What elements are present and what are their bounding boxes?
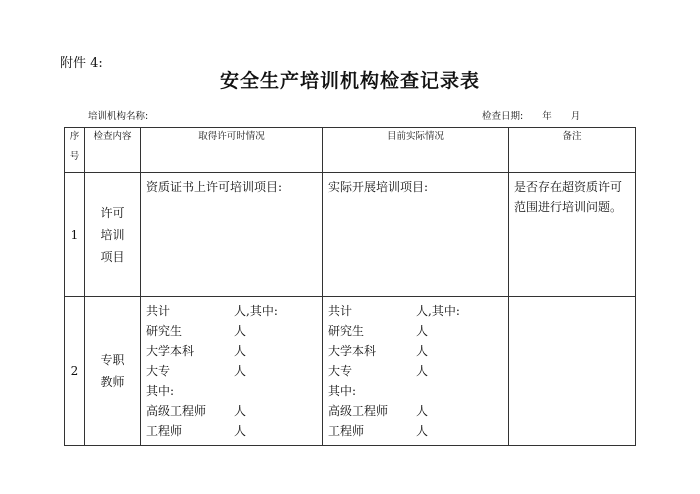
row1-number: 1: [65, 173, 85, 297]
row2-remark: [509, 297, 636, 446]
line-label: 大专: [146, 364, 171, 378]
table-row: [65, 297, 636, 446]
row1-remark: 是否存在超资质许可范围进行培训问题。: [509, 173, 636, 297]
list-item: [146, 341, 317, 361]
header-remark: 备注: [509, 128, 636, 173]
row1-current: 实际开展培训项目:: [323, 173, 509, 297]
row1-content: [85, 173, 141, 297]
line-label: 研究生: [146, 324, 183, 338]
line-value: 人: [416, 324, 429, 338]
row2-current: [323, 297, 509, 446]
line-value: 人: [234, 364, 247, 378]
header-current: 目前实际情况: [323, 128, 509, 173]
row1-content-line: 培训: [100, 227, 125, 242]
row2-permit: [141, 297, 323, 446]
line-value: 人: [234, 424, 247, 438]
list-item: [328, 361, 503, 381]
list-item: [328, 301, 503, 321]
line-value: 人,其中:: [416, 304, 460, 318]
line-label: 共计: [146, 304, 171, 318]
list-item: [328, 421, 503, 441]
list-item: [146, 321, 317, 341]
line-label: 大专: [328, 364, 353, 378]
line-label: 高级工程师: [146, 404, 207, 418]
line-label: 大学本科: [328, 344, 377, 358]
list-item: [146, 301, 317, 321]
row2-content-line: 专职: [100, 353, 125, 367]
list-item: [328, 321, 503, 341]
row2-number: 2: [65, 297, 85, 446]
list-item: [328, 341, 503, 361]
line-value: 人: [416, 364, 429, 378]
check-date: [482, 108, 596, 122]
list-item: [328, 381, 503, 401]
page-title: 安全生产培训机构检查记录表: [219, 70, 480, 92]
table-row: [65, 173, 636, 297]
header-seq: [65, 128, 85, 173]
org-name-label: 培训机构名称:: [88, 111, 149, 122]
row1-content-line: 许可: [100, 205, 125, 220]
header-check-content: 检查内容: [85, 128, 141, 173]
list-item: [146, 421, 317, 441]
line-label: 工程师: [328, 424, 365, 438]
list-item: [146, 381, 317, 401]
line-value: 人: [416, 344, 429, 358]
line-label: 共计: [328, 304, 353, 318]
row2-content: [85, 297, 141, 446]
list-item: [146, 361, 317, 381]
line-value: 人: [234, 404, 247, 418]
attachment-label: 附件 4:: [60, 56, 103, 71]
row1-permit: 资质证书上许可培训项目:: [141, 173, 323, 297]
line-label: 工程师: [146, 424, 183, 438]
header-permit: 取得许可时情况: [141, 128, 323, 173]
header-seq-line2: 号: [69, 151, 80, 162]
line-label: 其中:: [146, 384, 175, 398]
line-value: 人,其中:: [234, 304, 278, 318]
header-seq-line1: 序: [69, 131, 80, 142]
row1-content-line: 项目: [100, 249, 125, 264]
list-item: [328, 401, 503, 421]
line-value: 人: [234, 344, 247, 358]
line-value: 人: [416, 424, 429, 438]
check-date-label: 检查日期:: [482, 111, 524, 122]
inspection-table: [64, 127, 636, 446]
year-label: 年: [542, 111, 552, 122]
line-label: 其中:: [328, 384, 357, 398]
line-label: 大学本科: [146, 344, 195, 358]
line-value: 人: [234, 324, 247, 338]
header-row: [65, 128, 636, 173]
line-value: 人: [416, 404, 429, 418]
line-label: 研究生: [328, 324, 365, 338]
list-item: [146, 401, 317, 421]
row2-content-line: 教师: [100, 375, 125, 389]
month-label: 月: [570, 111, 581, 122]
line-label: 高级工程师: [328, 404, 389, 418]
